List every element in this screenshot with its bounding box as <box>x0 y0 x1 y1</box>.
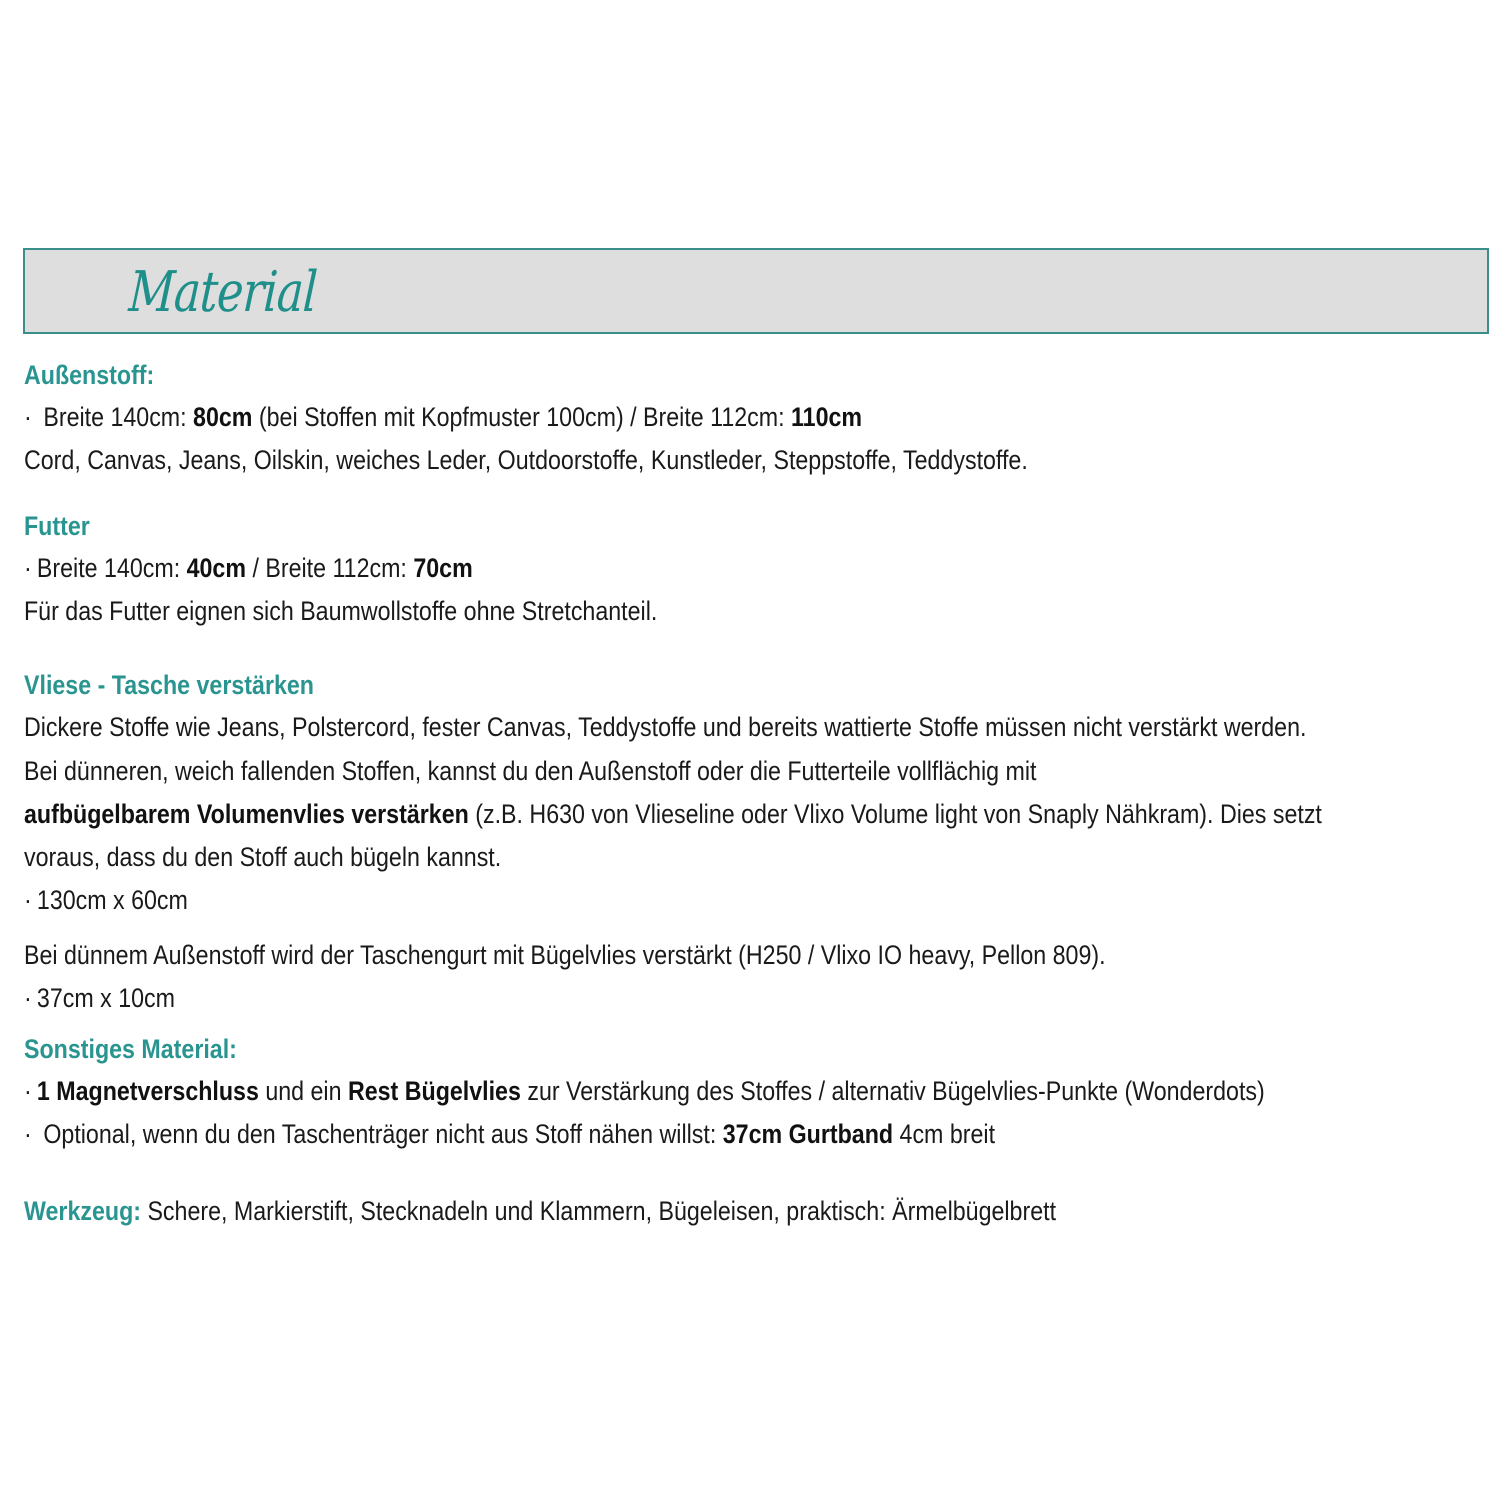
vliese-size-1 <box>24 883 188 917</box>
werkzeug-text: Schere, Markierstift, Stecknadeln und Klammern, Bügeleisen, praktisch: Ärmelbügelbrett <box>140 1196 1057 1226</box>
amount-140: 40cm <box>186 553 247 583</box>
amount-112: 70cm <box>413 553 473 583</box>
bullet-icon: · <box>24 402 32 432</box>
sonstiges-item-1 <box>24 1074 1265 1108</box>
amount-140: 80cm <box>193 402 253 432</box>
werkzeug-line <box>24 1194 1056 1228</box>
emphasis: Rest Bügelvlies <box>347 1076 521 1106</box>
bullet-icon: · <box>24 553 32 583</box>
bullet-icon: · <box>24 885 32 915</box>
bullet-icon: · <box>24 1119 32 1149</box>
aussenstoff-fabrics: Cord, Canvas, Jeans, Oilskin, weiches Leder, Outdoorstoffe, Kunstleder, Steppstoffe, Teddystoffe. <box>24 445 1028 475</box>
emphasis: 1 Magnetverschluss <box>36 1076 259 1106</box>
text: und ein <box>258 1076 348 1106</box>
text: Optional, wenn du den Taschenträger nicht aus Stoff nähen willst: <box>36 1119 723 1149</box>
bullet-icon: · <box>24 1076 32 1106</box>
size: 37cm x 10cm <box>36 983 175 1013</box>
text: zur Verstärkung des Stoffes / alternativ Bügelvlies-Punkte (Wonderdots) <box>520 1076 1265 1106</box>
heading-aussenstoff: Außenstoff: <box>24 360 155 390</box>
heading-futter: Futter <box>24 511 90 541</box>
futter-note: Für das Futter eignen sich Baumwollstoffe ohne Stretchanteil. <box>24 596 658 626</box>
text: Breite 140cm: <box>36 402 194 432</box>
section-banner <box>23 248 1489 334</box>
text: (z.B. H630 von Vlieseline oder Vlixo Volume light von Snaply Nähkram). Dies setzt <box>468 799 1322 829</box>
text: 4cm breit <box>893 1119 996 1149</box>
heading-vliese: Vliese - Tasche verstärken <box>24 670 314 700</box>
size: 130cm x 60cm <box>36 885 188 915</box>
vliese-size-2 <box>24 981 175 1015</box>
emphasis: 37cm Gurtband <box>722 1119 894 1149</box>
text: / Breite 112cm: <box>246 553 414 583</box>
amount-112: 110cm <box>791 402 863 432</box>
heading-sonstiges: Sonstiges Material: <box>24 1034 237 1064</box>
vliese-text-3 <box>24 797 1322 831</box>
bullet-icon: · <box>24 983 32 1013</box>
vliese-text-2: Bei dünneren, weich fallenden Stoffen, kannst du den Außenstoff oder die Futterteile vollflächig mit <box>24 756 1037 786</box>
vliese-text-5: Bei dünnem Außenstoff wird der Taschengurt mit Bügelvlies verstärkt (H250 / Vlixo IO heavy, Pellon 809). <box>24 940 1106 970</box>
vliese-text-4: voraus, dass du den Stoff auch bügeln kannst. <box>24 842 502 872</box>
text: (bei Stoffen mit Kopfmuster 100cm) / Breite 112cm: <box>252 402 792 432</box>
futter-widths <box>24 551 473 585</box>
sonstiges-item-2 <box>24 1117 995 1151</box>
heading-werkzeug: Werkzeug: <box>24 1196 141 1226</box>
section-title: Material <box>127 260 319 325</box>
vliese-text-1: Dickere Stoffe wie Jeans, Polstercord, fester Canvas, Teddystoffe und bereits wattierte Stoffe müssen nicht verstärkt werden. <box>24 712 1307 742</box>
emphasis: aufbügelbarem Volumenvlies verstärken <box>24 799 469 829</box>
aussenstoff-widths <box>24 400 862 434</box>
text: Breite 140cm: <box>36 553 187 583</box>
